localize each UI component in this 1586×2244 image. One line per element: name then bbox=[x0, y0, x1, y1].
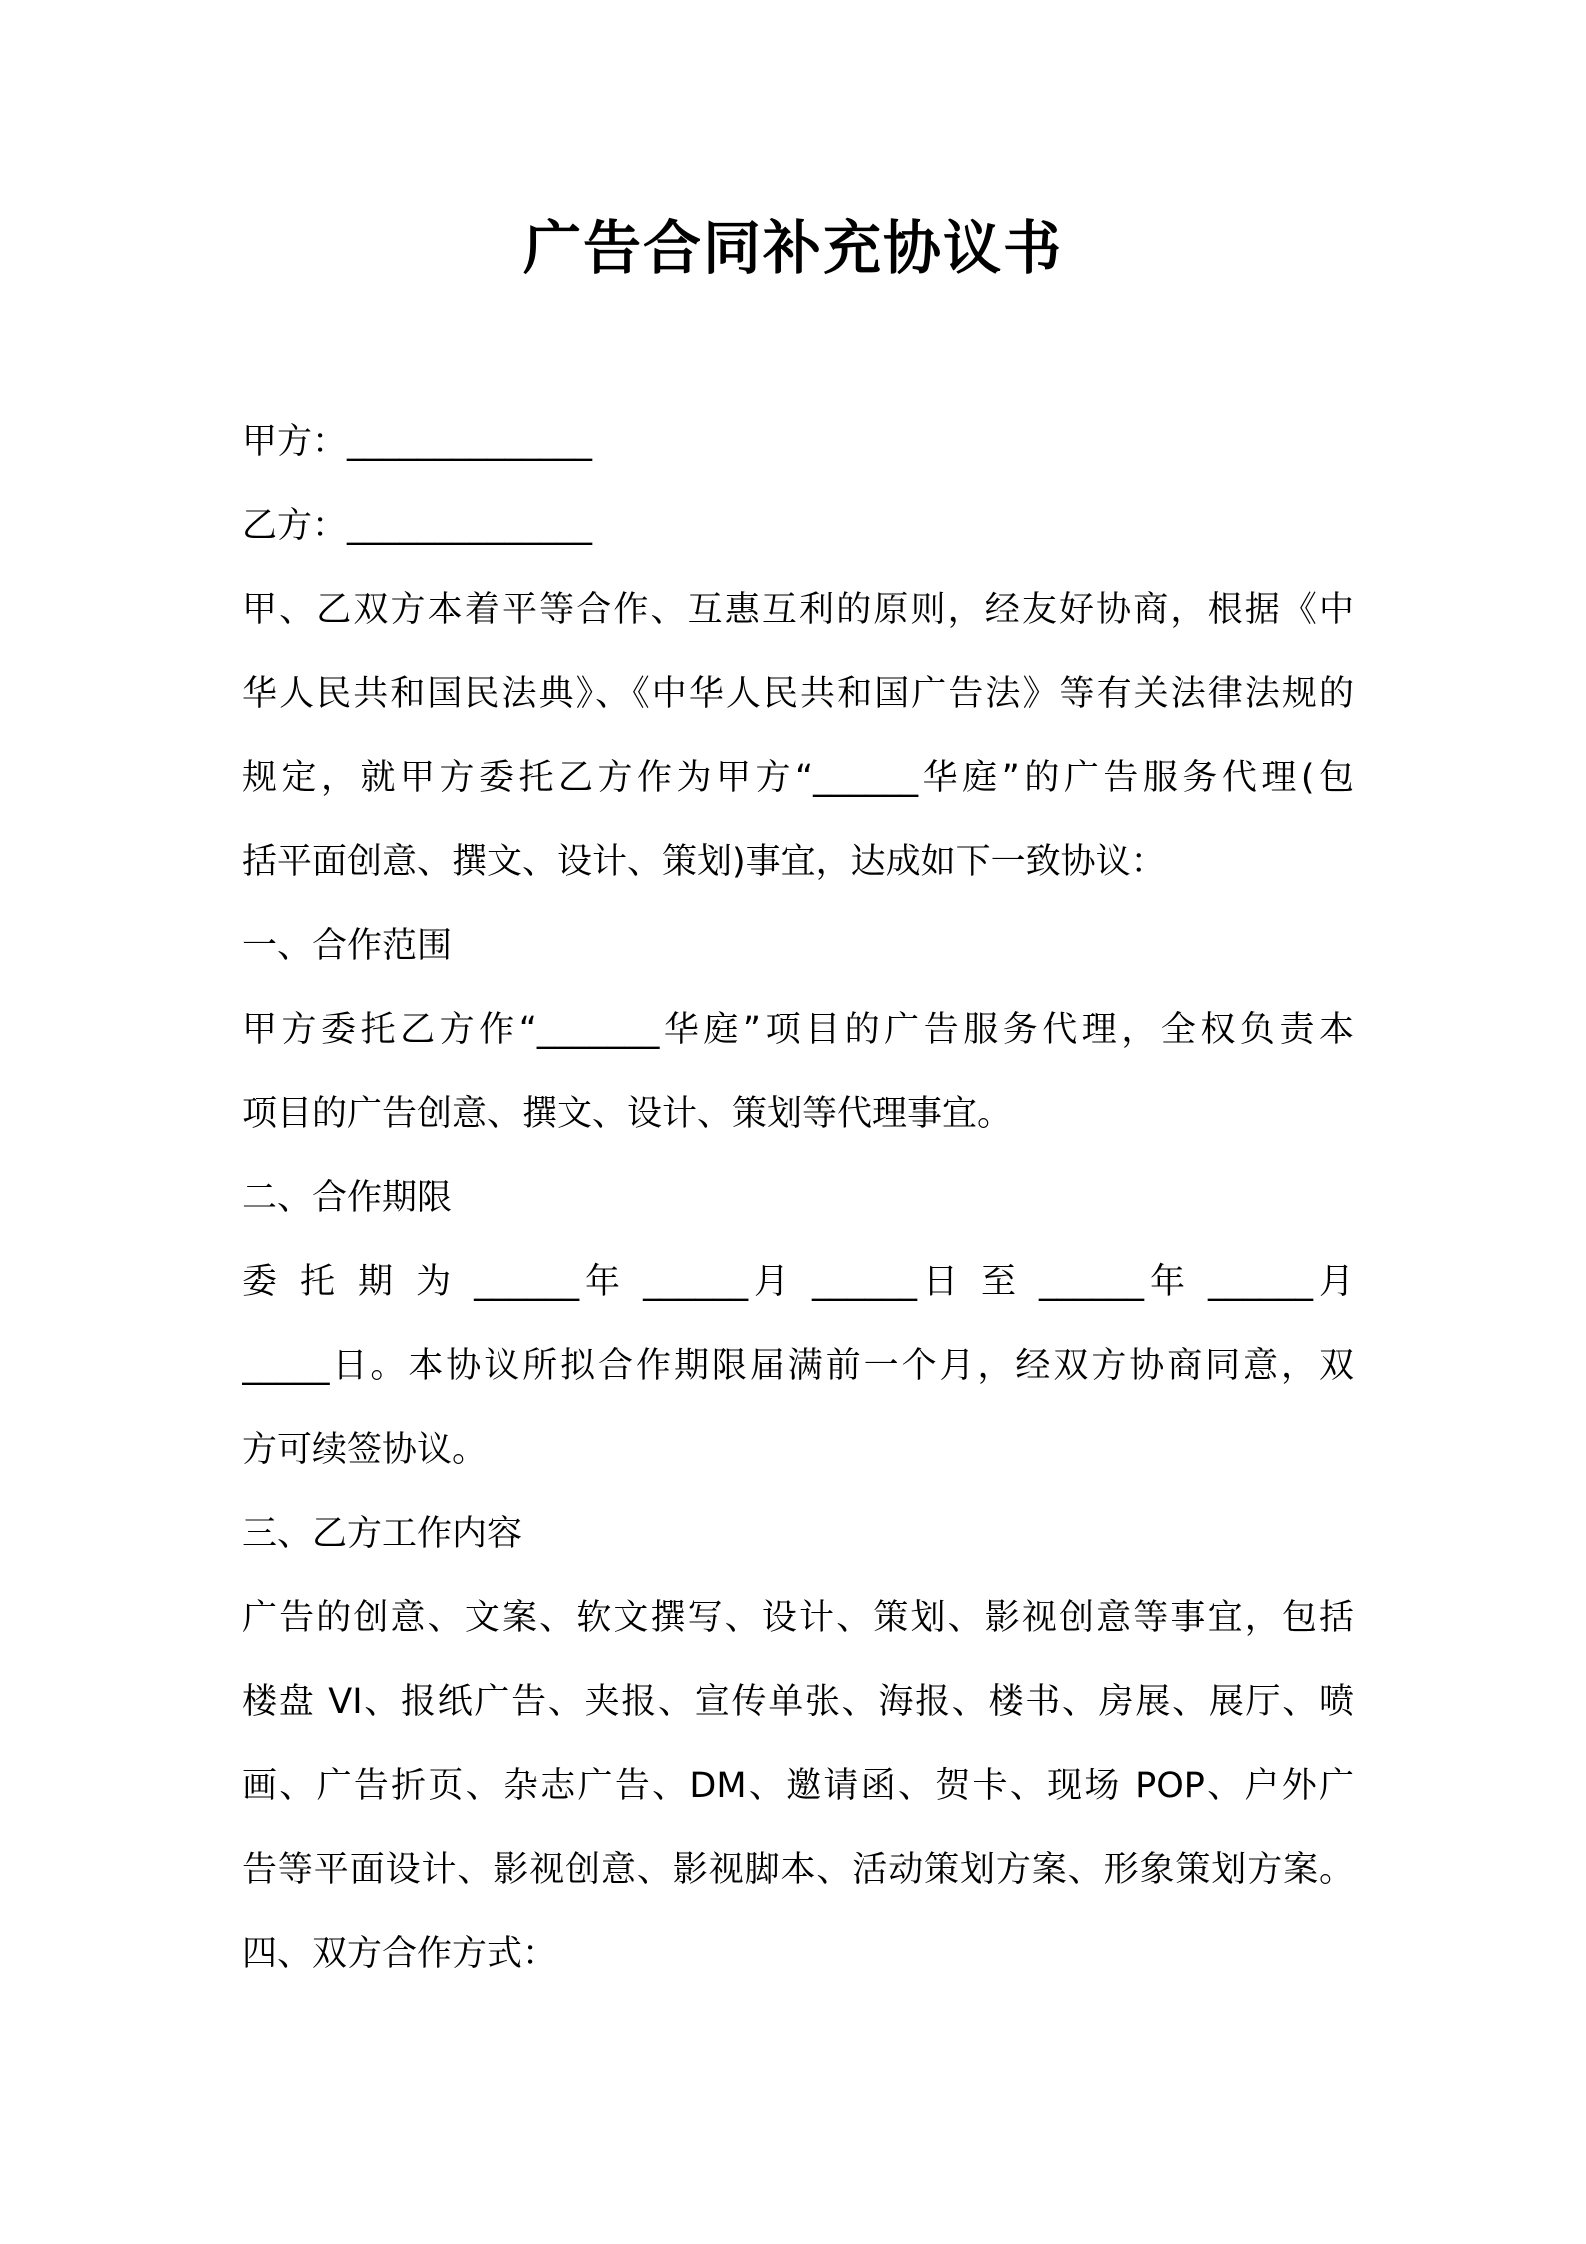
preamble-line: 华人民共和国民法典》、《中华人民共和国广告法》等有关法律法规的 bbox=[242, 674, 1354, 714]
term-line: _____日。本协议所拟合作期限届满前一个月，经双方协商同意，双 bbox=[242, 1346, 1354, 1386]
document-body bbox=[242, 400, 1354, 1996]
section-heading-scope: 一、合作范围 bbox=[242, 926, 453, 966]
section-heading-cooperation: 四、双方合作方式： bbox=[242, 1934, 558, 1974]
party-b-line: 乙方：______________ bbox=[242, 506, 593, 546]
scope-line: 甲方委托乙方作“_______华庭”项目的广告服务代理，全权负责本 bbox=[242, 1010, 1354, 1050]
preamble-line: 甲、乙双方本着平等合作、互惠互利的原则，经友好协商，根据《中 bbox=[242, 590, 1354, 630]
preamble-line: 规定，就甲方委托乙方作为甲方“______华庭”的广告服务代理(包 bbox=[242, 758, 1354, 798]
preamble-line: 括平面创意、撰文、设计、策划)事宜，达成如下一致协议： bbox=[242, 842, 1166, 882]
work-content-line: 告等平面设计、影视创意、影视脚本、活动策划方案、形象策划方案。 bbox=[242, 1850, 1354, 1890]
document-title: 广告合同补充协议书 bbox=[522, 214, 1063, 282]
term-line: 委 托 期 为 ______年 ______月 ______日 至 ______年 ______月 bbox=[242, 1262, 1354, 1302]
term-line: 方可续签协议。 bbox=[242, 1430, 488, 1470]
work-content-line: 画、广告折页、杂志广告、DM、邀请函、贺卡、现场 POP、户外广 bbox=[242, 1766, 1354, 1806]
work-content-line: 楼盘 VI、报纸广告、夹报、宣传单张、海报、楼书、房展、展厅、喷 bbox=[242, 1682, 1354, 1722]
work-content-line: 广告的创意、文案、软文撰写、设计、策划、影视创意等事宜，包括 bbox=[242, 1598, 1354, 1638]
section-heading-term: 二、合作期限 bbox=[242, 1178, 453, 1218]
section-heading-work-content: 三、乙方工作内容 bbox=[242, 1514, 523, 1554]
scope-line: 项目的广告创意、撰文、设计、策划等代理事宜。 bbox=[242, 1094, 1013, 1134]
party-a-line: 甲方：______________ bbox=[242, 422, 593, 462]
